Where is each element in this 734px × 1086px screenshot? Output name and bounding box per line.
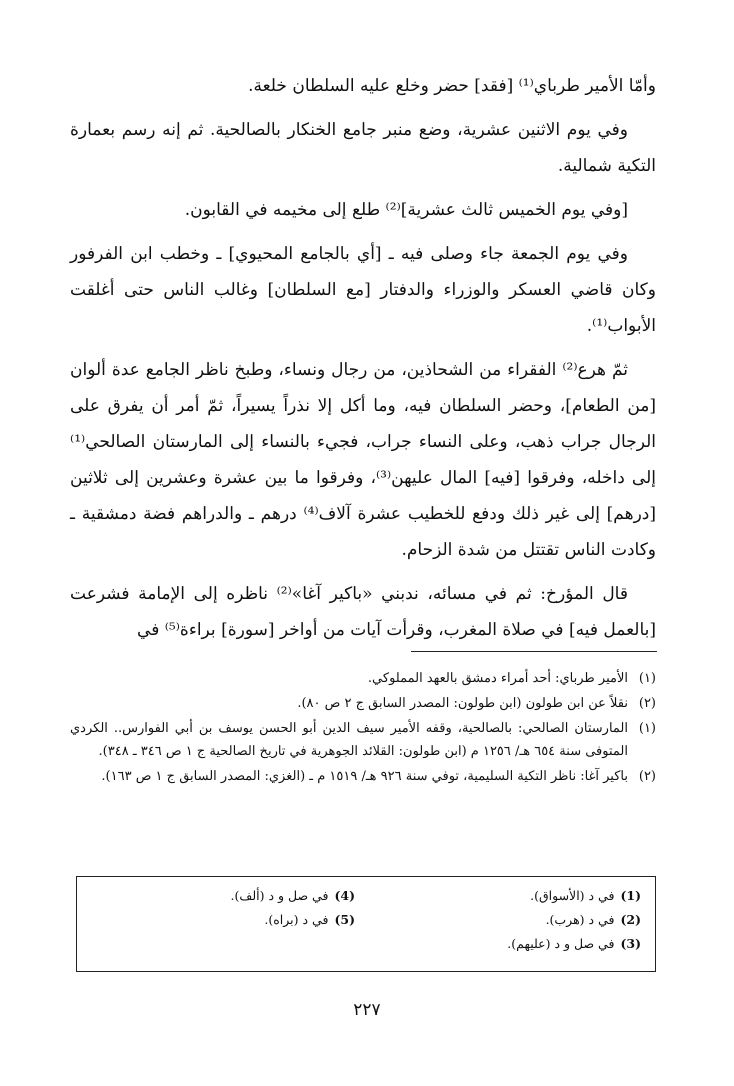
footnote [70,692,656,715]
footnote-text: باكير آغا: ناظر التكية السليمية، توفي سنة ٩٢٦ هـ/ ١٥١٩ م ـ (الغزي: المصدر السابق ج ١ ص ١٦٣). [101,769,628,784]
variant-note [125,885,355,907]
variant-note [371,933,641,955]
variant-number: (5) [334,912,355,927]
footnote-text: الأمير طرباي: أحد أمراء دمشق بالعهد المملوكي. [367,671,628,686]
variant-note [371,885,641,907]
footnotes [70,667,656,790]
variant-number: (1) [620,888,641,903]
main-text [70,68,656,656]
footnote-separator [411,651,657,652]
paragraph: ثمّ هرع⁽²⁾ الفقراء من الشحاذين، من رجال ونساء، وطبخ ناظر الجامع عدة ألوان [من الطعام]، وحضر السلطان فيه، وما أكل إلا نذراً يسيراً، ثمّ أمر أن يفرق على الرجال جراب ذهب، وعلى النساء جراب، فجيء بالنساء إلى المارستان الصالحي⁽¹⁾ إلى داخله، وفرقوا [فيه] المال عليهن⁽³⁾، وفرقوا ما بين عشرة وعشرين إلى ثلاثين [درهم] إلى غير ذلك ودفع للخطيب عشرة آلاف⁽⁴⁾ درهم ـ والدراهم فضة دمشقية ـ وكادت الناس تقتتل من شدة الزحام. [70,360,656,560]
variant-number: (3) [620,936,641,951]
paragraph: وفي يوم الجمعة جاء وصلى فيه ـ [أي بالجامع المحيوي] ـ وخطب ابن الفرفور وكان قاضي العسكر والوزراء والدفتار [مع السلطان] وغالب الناس حتى أغلقت الأبواب⁽¹⁾. [70,244,656,336]
variants-column-left [125,885,355,933]
footnote-number: (١) [638,671,656,686]
footnote [70,717,656,763]
footnote-number: (٢) [638,696,656,711]
variant-text: في د (هرب). [545,912,615,927]
page-number: ٢٢٧ [353,1000,381,1020]
variant-note [371,909,641,931]
manuscript-variants-box [76,876,656,972]
footnote-text: نقلاً عن ابن طولون (ابن طولون: المصدر السابق ج ٢ ص ٨٠). [297,696,628,711]
footnote [70,765,656,788]
variant-text: في د (براه). [264,912,329,927]
variant-number: (4) [334,888,355,903]
paragraph: وفي يوم الاثنين عشرية، وضع منبر جامع الخنكار بالصالحية. ثم إنه رسم بعمارة التكية شمالية. [70,120,656,176]
variants-column-right [371,885,641,957]
paragraph: وأمّا الأمير طرباي⁽¹⁾ [فقد] حضر وخلع عليه السلطان خلعة. [248,76,656,96]
paragraph: قال المؤرخ: ثم في مسائه، ندبني «باكير آغا»⁽²⁾ ناظره إلى الإمامة فشرعت [بالعمل فيه] في صلاة المغرب، وقرأت آيات من أواخر [سورة] براءة⁽⁵⁾ في [70,584,656,640]
variant-number: (2) [620,912,641,927]
footnote-text: المارستان الصالحي: بالصالحية، وقفه الأمير سيف الدين أبو الحسن يوسف بن أبي الفوارس.. الكردي المتوفى سنة ٦٥٤ هـ/ ١٢٥٦ م (ابن طولون: القلائد الجوهرية في تاريخ الصالحية ج ١ ص ٣٤٦ ـ ٣٤٨). [70,721,628,759]
variant-text: في د (الأسواق). [530,888,615,903]
variant-note [125,909,355,931]
footnote-number: (١) [638,721,656,736]
paragraph: [وفي يوم الخميس ثالث عشرية]⁽²⁾ طلع إلى مخيمه في القابون. [184,200,628,220]
footnote-number: (٢) [638,769,656,784]
variant-text: في صل و د (ألف). [230,888,329,903]
footnote [70,667,656,690]
variant-text: في صل و د (عليهم). [507,936,615,951]
